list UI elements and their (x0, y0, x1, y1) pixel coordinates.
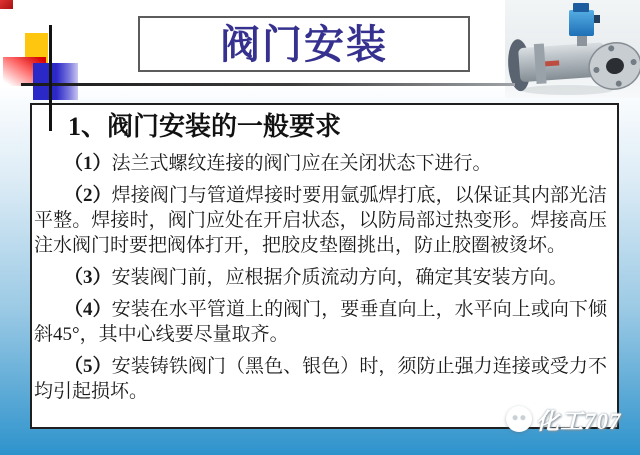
section-heading: 1、阀门安装的一般要求 (68, 112, 342, 141)
item-number: （2） (64, 185, 112, 206)
item-text: 安装在水平管道上的阀门，要垂直向上，水平向上或向下倾斜45°，其中心线要尽量取齐。 (34, 299, 607, 345)
corner-accent-decoration (0, 0, 13, 9)
requirement-item-4 (34, 297, 607, 347)
watermark-logo-icon (506, 406, 532, 432)
requirement-item-5 (34, 354, 607, 404)
vertical-accent-line (49, 25, 52, 131)
divider-line (21, 83, 515, 86)
blue-square-decoration (33, 63, 78, 100)
requirement-item-2 (34, 183, 607, 258)
item-number: （1） (64, 153, 112, 174)
valve-photo (505, 0, 640, 98)
item-number: （3） (64, 267, 112, 288)
requirement-item-3 (34, 265, 607, 290)
slide-title-box (138, 16, 470, 72)
item-number: （4） (64, 299, 112, 320)
item-number: （5） (64, 356, 112, 377)
item-text: 安装铸铁阀门（黑色、银色）时，须防止强力连接或受力不均引起损坏。 (34, 356, 607, 402)
item-text: 法兰式螺纹连接的阀门应在关闭状态下进行。 (111, 153, 492, 174)
page-title: 阀门安装 (220, 22, 388, 67)
watermark-text: 化工707 (536, 408, 622, 434)
item-text: 焊接阀门与管道焊接时要用氩弧焊打底，以保证其内部光洁平整。焊接时，阀门应处在开启状态，以防局部过热变形。焊接高压注水阀门时要把阀体打开，把胶皮垫圈挑出，防止胶圈被烫坏。 (34, 185, 607, 256)
valve-illustration (505, 0, 640, 98)
requirement-item-1 (34, 151, 607, 176)
item-text: 安装阀门前，应根据介质流动方向，确定其安装方向。 (111, 267, 568, 288)
content-panel (30, 103, 619, 429)
watermark (506, 402, 622, 436)
